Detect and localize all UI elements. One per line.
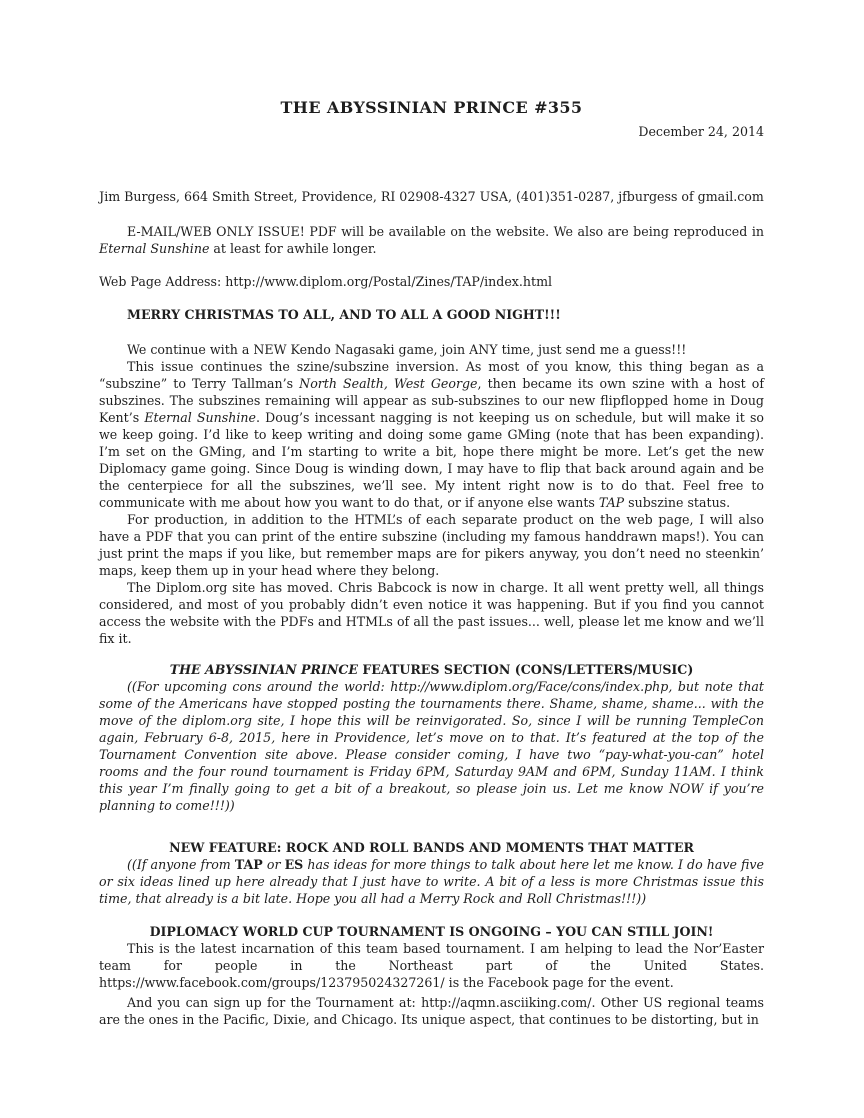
heading-world-cup: DIPLOMACY WORLD CUP TOURNAMENT IS ONGOING – YOU CAN STILL JOIN!	[149, 924, 714, 939]
text-run: has ideas for more things to talk about here let me know. I do have five or six ideas lined up here already that I just have to write. A bit of a less is more Christmas issue this time, that already is a bit late. Hope you all had a Merry Rock and Roll Christmas!!!))	[99, 857, 765, 906]
text-run: E-MAIL/WEB ONLY ISSUE! PDF will be available on the website. We also are being reproduced in	[127, 224, 764, 239]
para-production: For production, in addition to the HTML’s of each separate product on the web page, I will also have a PDF that you can print of the entire subszine (including my famous handdrawn maps!). You can just print the maps if you like, but remember maps are for pikers anyway, you don’t need no steenkin’ maps, keep them up in your head where they belong.	[99, 512, 764, 578]
publisher-address-line: Jim Burgess, 664 Smith Street, Providence, RI 02908-4327 USA, (401)351-0287, jfburgess of gmail.com	[99, 189, 764, 204]
para-upcoming-cons: ((For upcoming cons around the world: http://www.diplom.org/Face/cons/index.php, but note that some of the Americans have stopped posting the tournaments there. Shame, shame, shame... with the move of the diplom.org site, I hope this will be reinvigorated. So, since I will be running TempleCon again, February 6-8, 2015, here in Providence, let’s move on to that. It’s featured at the top of the Tournament Convention site above. Please consider coming, I have two “pay-what-you-can” hotel rooms and the four round tournament is Friday 6PM, Saturday 9AM and 6PM, Sunday 11AM. I think this year I’m finally going to get a bit of a breakout, so please join us. Let me know NOW if you’re planning to come!!!))	[99, 679, 764, 813]
text-run: THE ABYSSINIAN PRINCE	[169, 662, 358, 677]
text-run: North Sealth, West George	[299, 376, 478, 391]
text-run: Eternal Sunshine	[99, 241, 210, 256]
text-run: Eternal Sunshine	[144, 410, 256, 425]
para-diplom-org-move: The Diplom.org site has moved. Chris Babcock is now in charge. It all went pretty well, all things considered, and most of you probably didn’t even notice it was happening. But if you find you cannot access the website with the PDFs and HTMLs of all the past issues... well, please let me know and we’ll fix it.	[99, 580, 764, 646]
text-run: ((If anyone from	[127, 857, 235, 872]
heading-merry-christmas: MERRY CHRISTMAS TO ALL, AND TO ALL A GOOD NIGHT!!!	[127, 307, 561, 322]
para-world-cup-1: This is the latest incarnation of this team based tournament. I am helping to lead the Nor’Easter team for people in the Northeast part of the United States. https://www.facebook.com/groups/123795024327261/ is the Facebook page for the event.	[99, 941, 764, 990]
text-run: or	[262, 857, 285, 872]
text-run: ES	[284, 857, 304, 872]
para-email-web-notice	[99, 223, 764, 257]
para-szine-inversion	[99, 358, 764, 511]
text-run: TAP	[234, 857, 263, 872]
para-world-cup-2: And you can sign up for the Tournament at: http://aqmn.asciiking.com/. Other US regional teams are the ones in the Pacific, Dixie, and Chicago. Its unique aspect, that continues to be distorting, but in	[99, 995, 764, 1027]
para-kendo-game: We continue with a NEW Kendo Nagasaki game, join ANY time, just send me a guess!!!	[127, 342, 687, 357]
page-content	[99, 97, 764, 1028]
web-page-address-line: Web Page Address: http://www.diplom.org/Postal/Zines/TAP/index.html	[99, 274, 553, 289]
text-run: This issue continues the szine/subszine inversion. As most of you know, this thing began as a “subszine” to Terry Tallman’s	[99, 359, 764, 391]
zine-title: THE ABYSSINIAN PRINCE #355	[280, 98, 583, 117]
text-run: subszine status.	[624, 495, 731, 510]
text-run: TAP	[598, 495, 625, 510]
text-run: FEATURES SECTION (CONS/LETTERS/MUSIC)	[357, 662, 694, 677]
para-rock-and-roll	[99, 856, 764, 907]
issue-date: December 24, 2014	[638, 124, 764, 139]
heading-features-section	[99, 661, 764, 678]
text-run: , then became its own szine with a host of subszines. The subszines remaining will appear as sub-subszines to our new flipflopped home in Doug Kent’s	[99, 376, 764, 425]
heading-rock-and-roll: NEW FEATURE: ROCK AND ROLL BANDS AND MOMENTS THAT MATTER	[169, 840, 694, 855]
text-run: . Doug’s incessant nagging is not keeping us on schedule, but will make it so we keep going. I’d like to keep writing and doing some game GMing (note that has been expanding). I’m set on the GMing, and I’m starting to write a bit, hope there might be more. Let’s get the new Diplomacy game going. Since Doug is winding down, I may have to flip that back around again and be the centerpiece for all the subszines, we’ll see. My intent right now is to do that. Feel free to communicate with me about how you want to do that, or if anyone else wants	[99, 410, 764, 510]
text-run: at least for awhile longer.	[209, 241, 377, 256]
